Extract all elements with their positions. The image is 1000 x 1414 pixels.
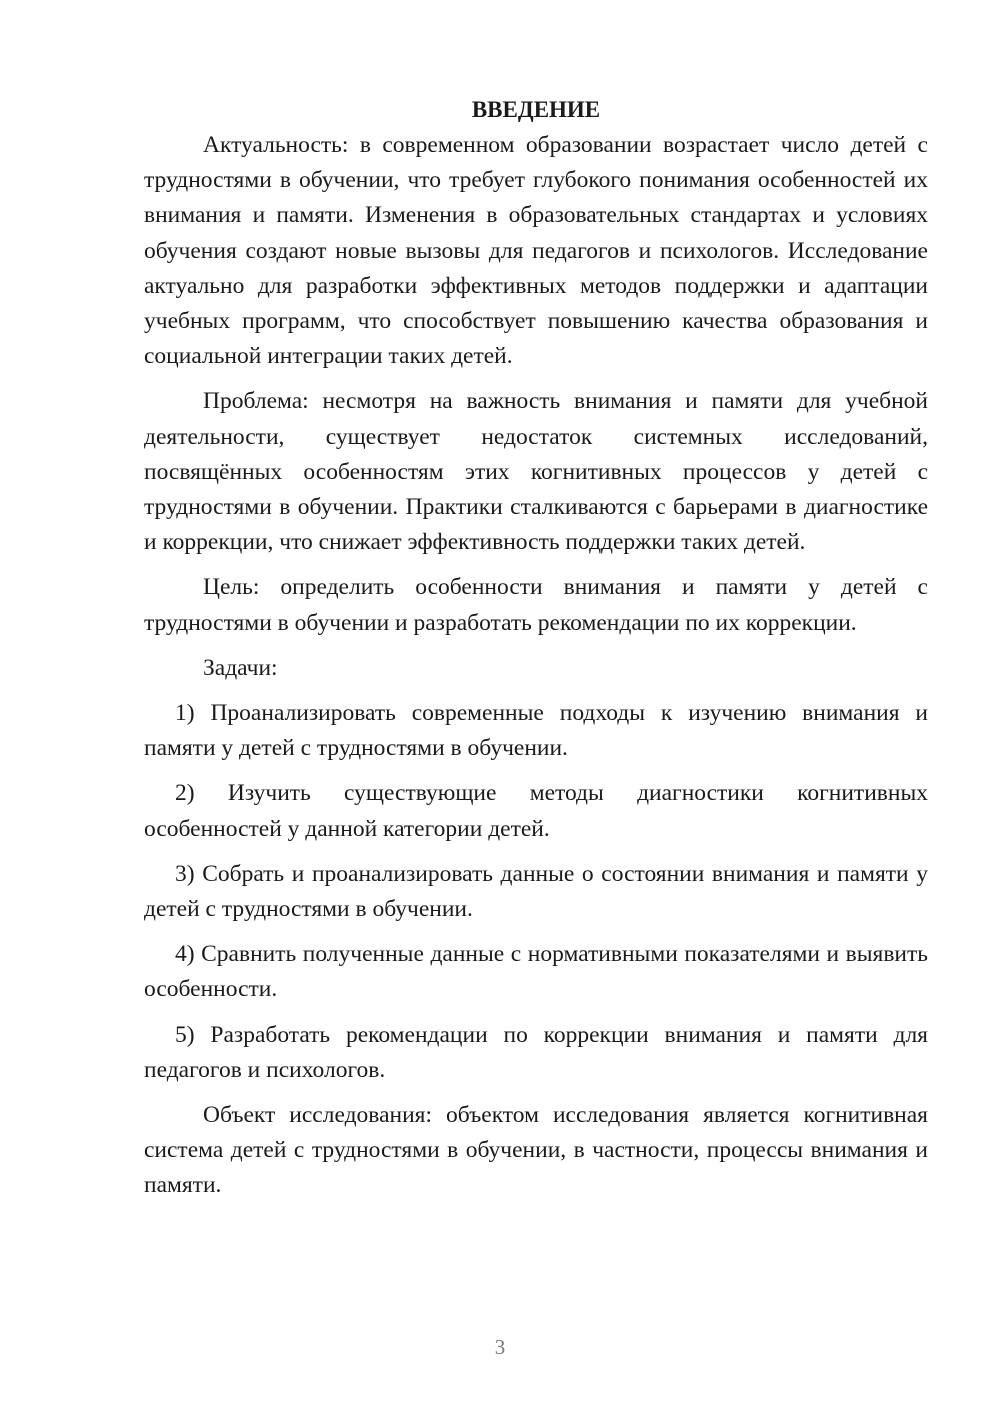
tasks-label: Задачи: [203,654,278,681]
problem-paragraph: Проблема: несмотря на важность внимания и памяти для учебной деятельности, существует недостаток системных исследований, посвящённых особенностям этих когнитивных процессов у детей с трудностями в обучении. Практики сталкиваются с барьерами в диагностике и коррекции, что снижает эффективность поддержки таких детей. [144,388,928,556]
task-item: 2) Изучить существующие методы диагностики когнитивных особенностей у данной категории детей. [144,780,928,842]
task-item: 4) Сравнить полученные данные с нормативными показателями и выявить особенности. [144,941,928,1003]
tasks-list [144,696,928,1088]
object-paragraph: Объект исследования: объектом исследования является когнитивная система детей с трудностями в обучении, в частности, процессы внимания и памяти. [144,1102,928,1199]
page-content [144,92,928,1214]
goal-paragraph: Цель: определить особенности внимания и памяти у детей с трудностями в обучении и разработать рекомендации по их коррекции. [144,574,928,636]
page-number: 3 [494,1335,506,1359]
task-item: 3) Собрать и проанализировать данные о состоянии внимания и памяти у детей с трудностями в обучении. [144,860,928,923]
section-title: ВВЕДЕНИЕ [471,97,601,122]
relevance-paragraph: Актуальность: в современном образовании возрастает число детей с трудностями в обучении, что требует глубокого понимания особенностей их внимания и памяти. Изменения в образовательных стандартах и условиях обучения создают новые вызовы для педагогов и психологов. Исследование актуально для разработки эффективных методов поддержки и адаптации учебных программ, что способствует повышению качества образования и социальной интеграции таких детей. [144,132,928,370]
task-item: 1) Проанализировать современные подходы к изучению внимания и памяти у детей с трудностями в обучении. [144,700,928,762]
task-item: 5) Разработать рекомендации по коррекции внимания и памяти для педагогов и психологов. [144,1021,928,1083]
